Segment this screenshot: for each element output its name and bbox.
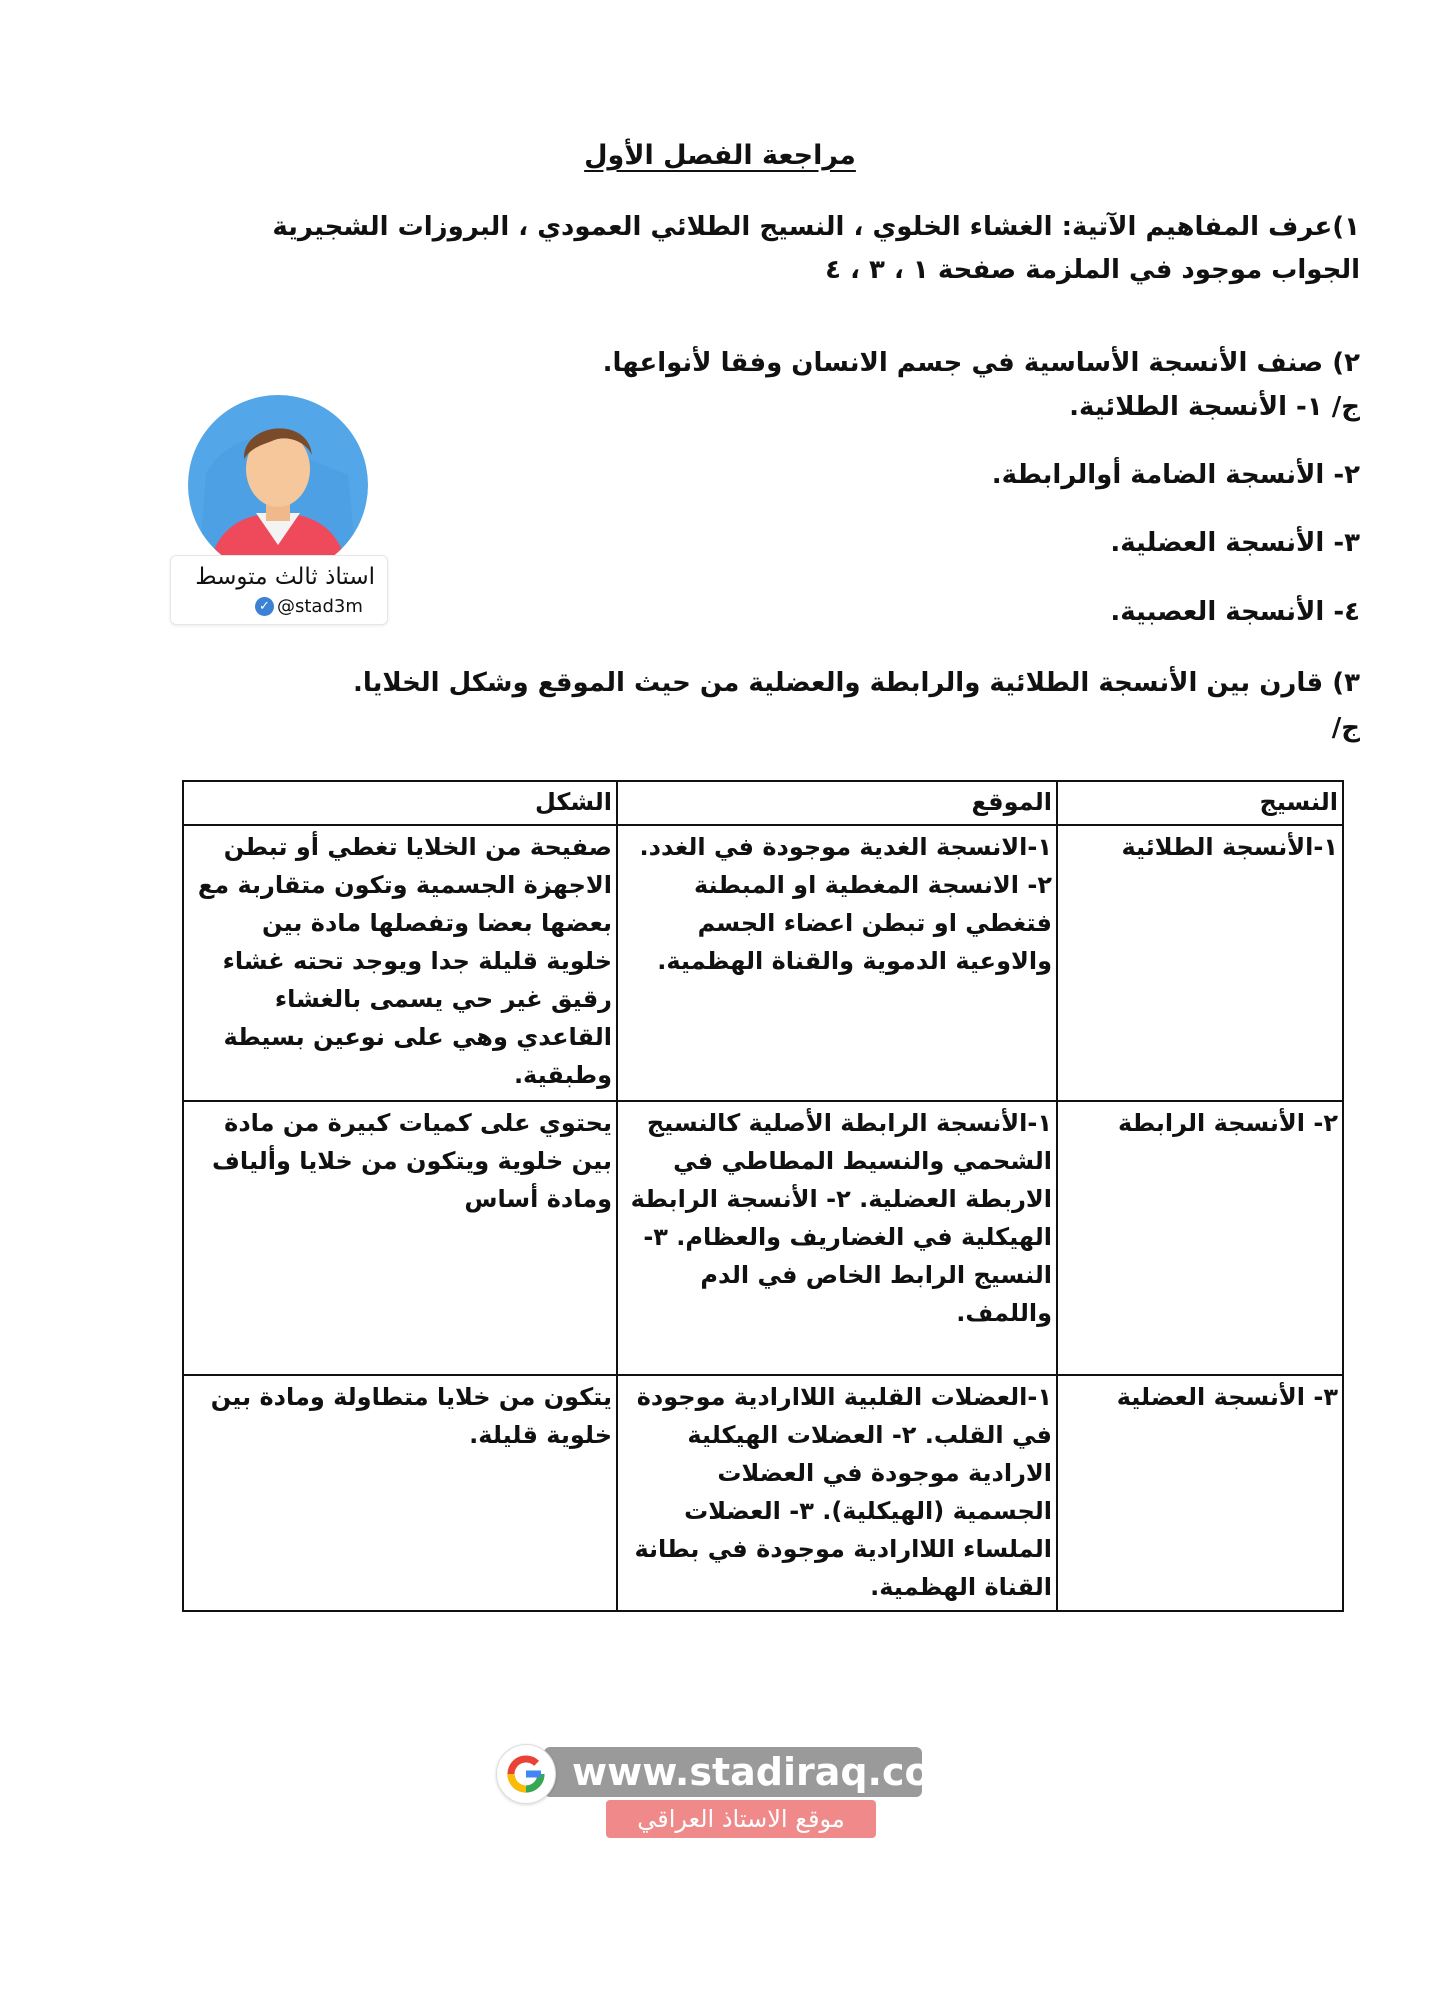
table-row (183, 1375, 1343, 1611)
q1-line1: ١)عرف المفاهيم الآتية: الغشاء الخلوي ، النسيج الطلائي العمودي ، البروزات الشجيرية (272, 212, 1360, 242)
site-footer (496, 1744, 971, 1839)
location-cell: ١-الأنسجة الرابطة الأصلية كالنسيج الشحمي والنسيط المطاطي في الاربطة العضلية. ٢- الأنسجة الرابطة الهيكلية في الغضاريف والعظام. ٣- النسيج الرابط الخاص في الدم واللمف. (617, 1101, 1057, 1375)
page-title: مراجعة الفصل الأول (584, 140, 856, 171)
table-header: الشكل (183, 781, 617, 825)
site-subtitle: موقع الاستاذ العراقي (606, 1800, 876, 1838)
badge-name: استاذ ثالث متوسط (195, 564, 375, 590)
table-header: النسيج (1057, 781, 1343, 825)
table-row (183, 825, 1343, 1101)
shape-cell: صفيحة من الخلايا تغطي أو تبطن الاجهزة الجسمية وتكون متقاربة مع بعضها بعضا وتفصلها مادة بين خلوية قليلة جدا ويوجد تحته غشاء رقيق غير حي يسمى بالغشاء القاعدي وهي على نوعين بسيطة وطبقية. (183, 825, 617, 1101)
location-cell: ١-الانسجة الغدية موجودة في الغدد. ٢- الانسجة المغطية او المبطنة فتغطي او تبطن اعضاء الجسم والاوعية الدموية والقناة الهظمية. (617, 825, 1057, 1101)
avatar (188, 395, 368, 575)
q2-answer-3: ٣- الأنسجة العضلية. (1110, 528, 1360, 558)
site-url[interactable]: www.stadiraq.com (544, 1747, 922, 1797)
table-header: الموقع (617, 781, 1057, 825)
tissue-cell: ٣- الأنسجة العضلية (1057, 1375, 1343, 1611)
person-icon (188, 395, 368, 575)
q2-answer-4: ٤- الأنسجة العصبية. (1110, 597, 1360, 627)
shape-cell: يحتوي على كميات كبيرة من مادة بين خلوية ويتكون من خلايا وألياف ومادة أساس (183, 1101, 617, 1375)
google-logo-icon (496, 1744, 556, 1804)
verified-check-icon: ✓ (255, 597, 274, 616)
q3-answer-label: ج/ (1331, 713, 1360, 743)
table-row (183, 1101, 1343, 1375)
q1-line2: الجواب موجود في الملزمة صفحة ١ ، ٣ ، ٤ (825, 255, 1360, 285)
table-header-row (183, 781, 1343, 825)
q3-question: ٣) قارن بين الأنسجة الطلائية والرابطة والعضلية من حيث الموقع وشكل الخلايا. (352, 668, 1360, 698)
badge-handle: @stad3m (277, 596, 363, 617)
tissue-cell: ٢- الأنسجة الرابطة (1057, 1101, 1343, 1375)
q2-answer-2: ٢- الأنسجة الضامة أوالرابطة. (991, 460, 1360, 490)
location-cell: ١-العضلات القلبية اللاارادية موجودة في القلب. ٢- العضلات الهيكلية الارادية موجودة في العضلات الجسمية (الهيكلية). ٣- العضلات الملساء اللاارادية موجودة في بطانة القناة الهظمية. (617, 1375, 1057, 1611)
q2-question: ٢) صنف الأنسجة الأساسية في جسم الانسان وفقا لأنواعها. (602, 348, 1360, 378)
author-badge (170, 395, 390, 630)
comparison-table (182, 780, 1344, 1612)
badge-card (170, 555, 388, 625)
tissue-cell: ١-الأنسجة الطلائية (1057, 825, 1343, 1101)
shape-cell: يتكون من خلايا متطاولة ومادة بين خلوية قليلة. (183, 1375, 617, 1611)
q2-answer-1: ج/ ١- الأنسجة الطلائية. (1069, 392, 1360, 422)
